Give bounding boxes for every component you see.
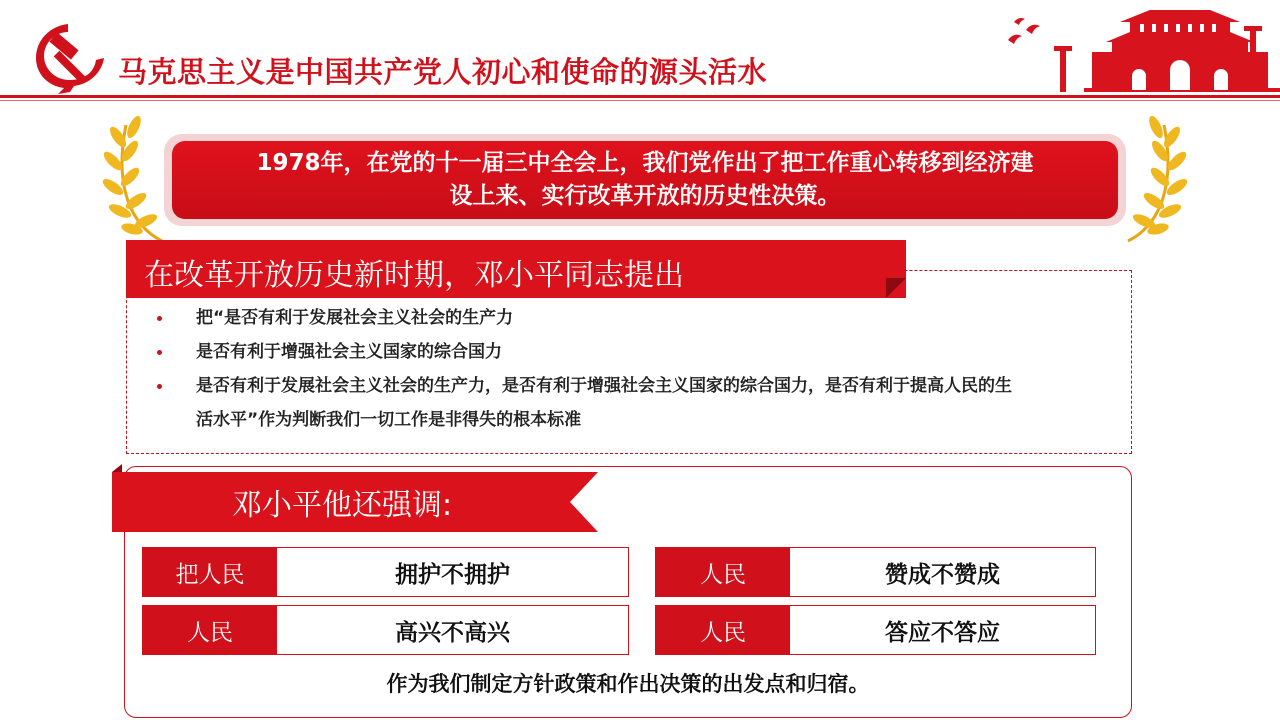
section1-title: 在改革开放历史新时期，邓小平同志提出 bbox=[144, 258, 684, 293]
banner-line-2: 设上来、实行改革开放的历史性决策。 bbox=[449, 183, 841, 209]
pair-value: 赞成不赞成 bbox=[885, 561, 1000, 588]
banner-line-1: 1978年，在党的十一届三中全会上，我们党作出了把工作重心转移到经济建 bbox=[256, 150, 1034, 176]
pair-box bbox=[655, 605, 1096, 655]
pair-box bbox=[655, 547, 1096, 597]
tiananmen-gate-icon bbox=[1000, 0, 1280, 95]
header-divider-thin bbox=[0, 100, 1280, 101]
conclusion-text: 作为我们制定方针政策和作出决策的出发点和归宿。 bbox=[386, 672, 870, 696]
list-item: 把“是否有利于发展社会主义社会的生产力 bbox=[196, 308, 514, 328]
list-item: 是否有利于发展社会主义社会的生产力，是否有利于增强社会主义国家的综合国力，是否有利于提高人民的生 bbox=[196, 376, 1012, 396]
hammer-sickle-icon bbox=[28, 18, 108, 94]
pair-label: 把人民 bbox=[143, 548, 277, 596]
bullet-icon bbox=[157, 384, 162, 389]
list-item-continued: 活水平”作为判断我们一切工作是非得失的根本标准 bbox=[196, 410, 582, 430]
pair-label: 人民 bbox=[143, 606, 277, 654]
pair-value: 拥护不拥护 bbox=[395, 561, 510, 588]
pair-label: 人民 bbox=[656, 606, 790, 654]
section2-title: 邓小平他还强调: bbox=[232, 488, 453, 523]
header-divider bbox=[0, 95, 1280, 98]
pair-label: 人民 bbox=[656, 548, 790, 596]
page-title: 马克思主义是中国共产党人初心和使命的源头活水 bbox=[118, 55, 768, 89]
bullet-icon bbox=[157, 316, 162, 321]
pair-box bbox=[142, 605, 629, 655]
intro-banner bbox=[172, 141, 1118, 219]
pair-value: 高兴不高兴 bbox=[395, 619, 510, 646]
pair-box bbox=[142, 547, 629, 597]
laurel-right-icon bbox=[1115, 105, 1190, 245]
pair-value: 答应不答应 bbox=[885, 619, 1000, 646]
ribbon-fold-icon bbox=[886, 278, 906, 298]
bullet-icon bbox=[157, 350, 162, 355]
list-item: 是否有利于增强社会主义国家的综合国力 bbox=[196, 342, 502, 362]
